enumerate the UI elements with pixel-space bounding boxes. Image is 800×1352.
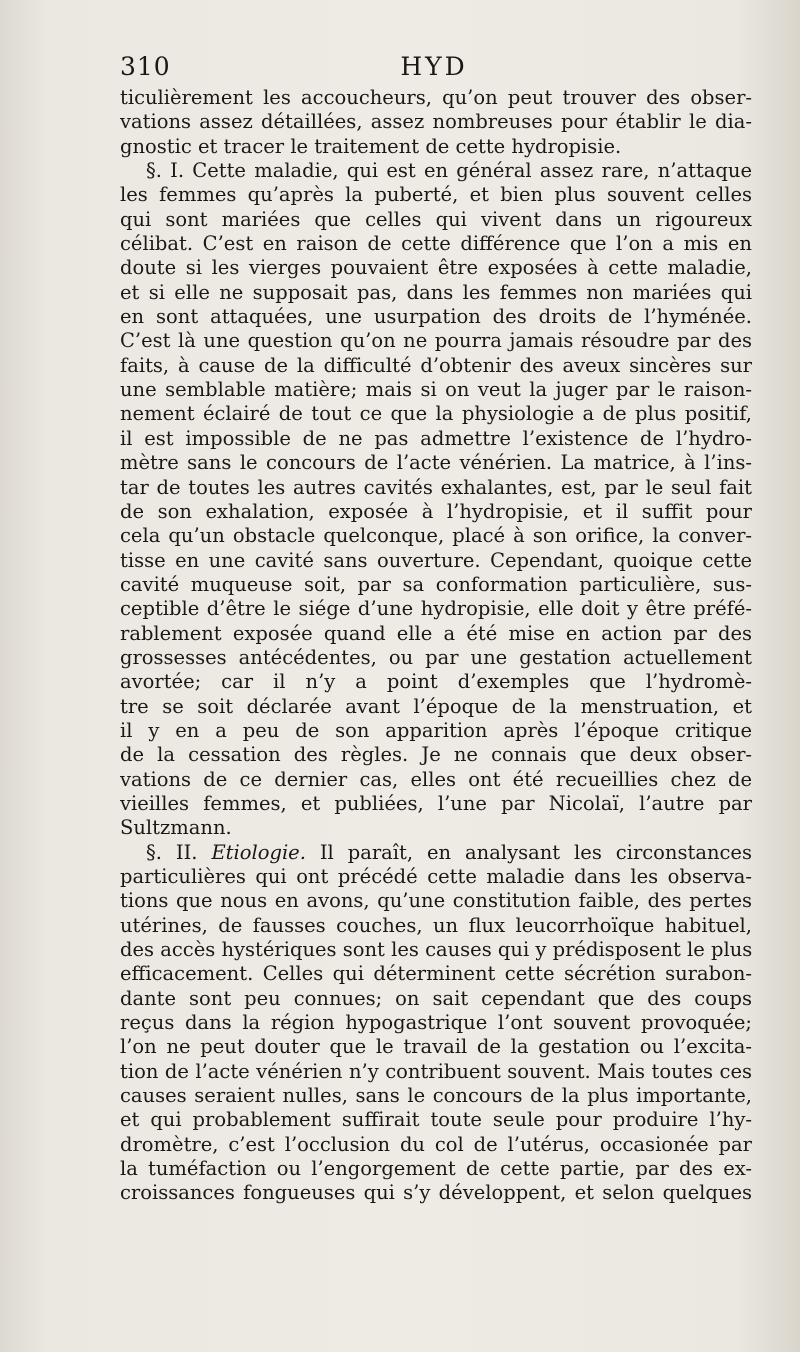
- running-head: HYD: [400, 52, 468, 81]
- text-line: efficacement. Celles qui déterminent cette sécrétion surabon-: [120, 962, 752, 986]
- text-line: Sultzmann.: [120, 816, 232, 840]
- text-line: une semblable matière; mais si on veut la juger par le raison-: [120, 378, 752, 402]
- text-line: dromètre, c’est l’occlusion du col de l’utérus, occasionée par: [120, 1132, 752, 1156]
- text-line: tisse en une cavité sans ouverture. Cependant, quoique cette: [120, 548, 752, 572]
- text-line: nement éclairé de tout ce que la physiologie a de plus positif,: [120, 402, 752, 426]
- text-line: utérines, de fausses couches, un flux leucorrhoïque habituel,: [120, 913, 752, 937]
- text-line: §. I. Cette maladie, qui est en général assez rare, n’attaque: [146, 159, 752, 183]
- text-line: il y en a peu de son apparition après l’époque critique: [120, 718, 752, 742]
- text-line: gnostic et tracer le traitement de cette hydropisie.: [120, 134, 622, 158]
- section-heading-line: [120, 841, 752, 865]
- text-line: vieilles femmes, et publiées, l’une par Nicolaï, l’autre par: [120, 791, 752, 815]
- text-line: qui sont mariées que celles qui vivent dans un rigoureux: [120, 207, 752, 231]
- text-line: dante sont peu connues; on sait cependant que des coups: [120, 986, 752, 1010]
- text-line: tar de toutes les autres cavités exhalantes, est, par le seul fait: [120, 475, 752, 499]
- text-line: célibat. C’est en raison de cette différence que l’on a mis en: [120, 232, 752, 256]
- text-line: particulières qui ont précédé cette maladie dans les observa-: [120, 865, 752, 888]
- text-line: avortée; car il n’y a point d’exemples que l’hydromè-: [120, 670, 752, 694]
- text-line: reçus dans la région hypogastrique l’ont souvent provoquée;: [120, 1011, 752, 1035]
- text-line: tion de l’acte vénérien n’y contribuent souvent. Mais toutes ces: [120, 1059, 752, 1083]
- text-line: tions que nous en avons, qu’une constitution faible, des pertes: [120, 889, 752, 913]
- section-mark: §. II.: [146, 840, 198, 864]
- text-line: l’on ne peut douter que le travail de la gestation ou l’excita-: [120, 1035, 752, 1059]
- text-line: la tuméfaction ou l’engorgement de cette partie, par des ex-: [120, 1157, 752, 1181]
- page-number: 310: [120, 52, 171, 81]
- text-line: de son exhalation, exposée à l’hydropisie, et il suffit pour: [120, 499, 752, 523]
- text-line: vations de ce dernier cas, elles ont été recueillies chez de: [120, 767, 752, 791]
- text-line: mètre sans le concours de l’acte vénérien. La matrice, à l’ins-: [120, 451, 752, 475]
- text-line: et si elle ne supposait pas, dans les femmes non mariées qui: [120, 280, 752, 304]
- text-line: des accès hystériques sont les causes qui y prédisposent le plus: [120, 938, 753, 962]
- section-text: Il paraît, en analysant les circonstances: [305, 840, 752, 864]
- text-line: et qui probablement suffirait toute seule pour produire l’hy-: [120, 1108, 752, 1132]
- text-line: C’est là une question qu’on ne pourra jamais résoudre par des: [120, 329, 752, 353]
- text-line: cela qu’un obstacle quelconque, placé à son orifice, la conver-: [120, 524, 752, 548]
- text-line: rablement exposée quand elle a été mise en action par des: [120, 621, 752, 645]
- text-line: il est impossible de ne pas admettre l’existence de l’hydro-: [120, 426, 752, 450]
- text-line: grossesses antécédentes, ou par une gestation actuellement: [120, 645, 752, 669]
- text-line: croissances fongueuses qui s’y développent, et selon quelques: [120, 1181, 752, 1205]
- text-line: cavité muqueuse soit, par sa conformation particulière, sus-: [120, 572, 752, 596]
- text-line: causes seraient nulles, sans le concours de la plus importante,: [120, 1084, 752, 1108]
- text-line: de la cessation des règles. Je ne connais que deux obser-: [120, 743, 752, 767]
- text-line: faits, à cause de la difficulté d’obtenir des aveux sincères sur: [120, 353, 752, 377]
- text-line: doute si les vierges pouvaient être exposées à cette maladie,: [120, 256, 752, 280]
- section-title: Etiologie.: [211, 840, 306, 864]
- text-line: tre se soit déclarée avant l’époque de la menstruation, et: [120, 694, 752, 718]
- text-line: vations assez détaillées, assez nombreuses pour établir le dia-: [120, 110, 752, 134]
- text-line: en sont attaquées, une usurpation des droits de l’hyménée.: [120, 305, 752, 329]
- text-line: les femmes qu’après la puberté, et bien plus souvent celles: [120, 183, 752, 207]
- body-text: [120, 86, 752, 1206]
- text-line: ceptible d’être le siége d’une hydropisie, elle doit y être préfé-: [120, 597, 752, 621]
- text-line: ticulièrement les accoucheurs, qu’on peut trouver des obser-: [120, 86, 752, 109]
- page-header: [118, 52, 750, 84]
